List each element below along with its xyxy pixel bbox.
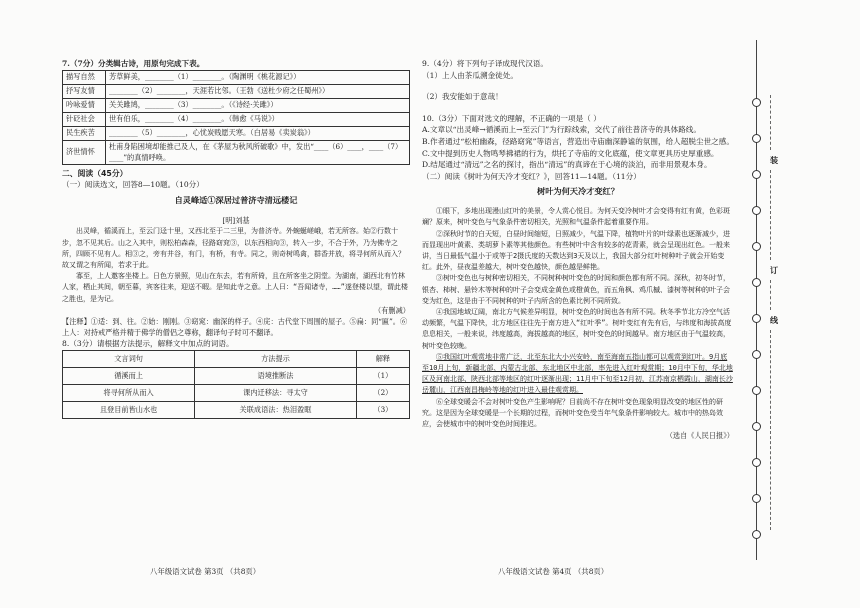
table-cell: （2） xyxy=(356,384,409,401)
section-reading: 二、阅读（45分） xyxy=(62,168,128,178)
binding-hole xyxy=(752,386,761,395)
binding-label: 装 xyxy=(770,155,778,165)
article-paragraph-2: ②深秋时节的白天短，白昼时间缩短，日照减少，气温下降，植物叶片的叶绿素也逐渐减少，进而显现出叶黄素、类胡萝卜素等其他颜色。有些树叶中含有较多的花青素，就会呈现出红色。一般来讲，当日最低气温小于或等于2摄氏度的天数达到3天及以上，我国大部分红叶树种叶子就会开始变红。此外，昼夜温差越大，树叶变色越快，颜色越是鲜艳。 xyxy=(422,229,730,272)
table-cell: （1） xyxy=(356,367,409,384)
category-cell: 民生疾苦 xyxy=(63,126,106,140)
table-cell: 课内迁移法：寻太守 xyxy=(195,384,357,401)
verse-cell: 世有伯乐，________（4）________。（韩愈《马说》） xyxy=(106,112,410,126)
article-paragraph-5: ⑤我国红叶观赏地非常广泛，北至东北大小兴安岭，南至海南五指山都可以观赏到红叶。9月底至10月上旬，新疆北部、内蒙古北部、东北地区中北部，率先进入红叶观赏期；10月中下旬，华北地区及河南北部、陕西北部等地区的红叶逐渐出现；11月中下旬至12月初，江苏南京栖霞山，湖南长沙岳麓山，江西南昌梅岭等地的红叶进入最佳观赏期。 xyxy=(422,352,733,395)
table-row xyxy=(63,126,410,140)
verse-cell: 芳草鲜美，________（1）________。（陶渊明《桃花源记》） xyxy=(106,70,410,84)
table-header: 文言词句 xyxy=(63,350,195,367)
binding-dash xyxy=(770,330,772,530)
table-row xyxy=(63,384,410,401)
table-row xyxy=(63,140,410,164)
question-7: 7.（7分）分类辑古诗，用原句完成下表。 xyxy=(62,59,205,68)
article-paragraph-3: ③树叶变色也与树种密切相关，不同树种树叶变色的时间和颜色都有所不同。深秋，初冬时节，银杏、柿树、悬铃木等树种的叶子会变成金黄色或橙黄色，而五角枫、鸡爪槭、漆树等树种的叶子会变为红色，这是由于不同树种的叶子内所含的色素比例不同所致。 xyxy=(422,274,730,305)
option-d: D.结尾通过“清远”之名的探讨，指出“清远”的真谛在于心境的淡泊，而非用景观本身。 xyxy=(422,160,712,170)
option-a: A.文章以“出灵峰→循溪而上→至云门”为行踪线索，交代了前往普济寺的具体路线。 xyxy=(422,125,701,135)
table-header: 方法提示 xyxy=(195,350,357,367)
binding-label: 线 xyxy=(770,315,778,325)
question-10: 10.（3分）下面对选文的理解，不正确的一项是（ ） xyxy=(422,113,601,123)
table-cell: 且登目前皆山水也 xyxy=(63,401,195,418)
article-author: [明]刘基 xyxy=(222,215,250,225)
binding-hole xyxy=(752,458,761,467)
binding-hole xyxy=(752,206,761,215)
verse-cell: ________（5）________，心忧炭贱愿天寒。（白居易《卖炭翁》） xyxy=(106,126,410,140)
table-cell: 语境推断法 xyxy=(195,367,357,384)
article-title: 自灵峰适①深居过普济寺清远楼记 xyxy=(174,194,298,205)
binding-dash xyxy=(770,170,772,260)
binding-hole xyxy=(752,494,761,503)
category-cell: 吟咏爱情 xyxy=(63,98,106,112)
option-c: C.文中提到历史人物鸣琴拂裙的行为，烘托了寺庙的文化底蕴，使文章更具历史厚重感。 xyxy=(422,148,719,158)
article-paragraph-4: ④我国地域辽阔，南北方气候差异明显，树叶变色的时间也各有所不同。秋冬季节北方冷空气活动频繁，气温下降快，北方地区往往先于南方进入“红叶季”。树叶变红有先有后，与纬度和海拔高度息息相关，一般来说，纬度越高，海拔越高的地区，树叶变色的时间越早。南方地区由于气温较高，树叶变色较晚。 xyxy=(422,307,732,350)
category-cell: 针砭社会 xyxy=(63,112,106,126)
left-page xyxy=(62,58,410,419)
table-row xyxy=(63,70,410,84)
binding-hole xyxy=(752,350,761,359)
verse-cell: ________（2）________，天涯若比邻。（王勃《送杜少府之任蜀州》） xyxy=(106,84,410,98)
table-cell: （3） xyxy=(356,401,409,418)
binding-label: 订 xyxy=(770,265,778,275)
annotations: 【注释】①适：到、往。②始：刚刚。③窈窕：幽深的样子。④庑：古代堂下周围的屋子。⑤扁：同“匾”。⑥上人：对持戒严格并精于佛学的僧侣之尊称，翻译句子时可不翻译。 xyxy=(62,317,408,338)
table-row xyxy=(63,84,410,98)
poetry-table xyxy=(62,70,410,165)
table-row xyxy=(63,112,410,126)
binding-line xyxy=(756,40,757,560)
category-cell: 济世情怀 xyxy=(63,140,106,164)
table-cell: 循溪而上 xyxy=(63,367,195,384)
verse-cell: 关关雎鸠，________（3）________。（《诗经·关雎》） xyxy=(106,98,410,112)
binding-hole xyxy=(752,314,761,323)
binding-hole xyxy=(752,278,761,287)
source-note: （有删减） xyxy=(374,305,410,315)
article-paragraph-1: 出灵峰，循溪而上，至云门迳十里，又西北至于二三里，为普济寺。外蜿蜒嵯峨，若无所容。始②行数十步，忽不见其后。山之入其中，则松柏森森，径路窈窕③，以东西相向③，转入一步，不合于外，乃为佛寺之所，四顾不见有人。相③之，旁有井谷，有门，有桥，有寺。同之，则奇树鸣禽，群香并放，将寻何所从而入？故又谓之有所闻，若求于此。 xyxy=(62,227,405,269)
verse-cell: 杜甫身陷困境却能推己及人，在《茅屋为秋风所破歌》中，发出“____（6）____，____（7）____”的真情呼唤。 xyxy=(106,140,410,164)
binding-hole xyxy=(752,422,761,431)
category-cell: 描写自然 xyxy=(63,70,106,84)
article-title: 树叶为何天冷才变红？ xyxy=(537,186,619,197)
source-note: （选自《人民日报》） xyxy=(665,431,734,441)
word-explain-table xyxy=(62,350,410,419)
table-row xyxy=(63,367,410,384)
subsection-1: （一）阅读选文，回答8—10题。（10分） xyxy=(62,180,204,190)
article-paragraph-3: 寡至，上人邀客坐楼上。日色方景照，见山在东去，若有所倚，且在所客坐之阴堂。为湖南，湖西北有竹林人家，栖止其间，朝至暮，宾客往来，迎送不暇。是知此寺之意。上人曰：“吾闻诸寺，……”遂登楼以望，谓此楼之胜也，是为记。 xyxy=(62,272,408,303)
binding-hole xyxy=(752,134,761,143)
binding-hole xyxy=(752,170,761,179)
option-b: B.作者通过“松柏幽森，径路窈窕”等语言，营造出寺庙幽深静谧的氛围，给人超脱尘世之感。 xyxy=(422,136,734,146)
binding-hole xyxy=(752,242,761,251)
right-page xyxy=(422,58,734,442)
footer-page-4: 八年级语文试卷 第4页 （共8页） xyxy=(498,567,609,576)
footer-page-3: 八年级语文试卷 第3页 （共8页） xyxy=(150,567,261,576)
binding-dash xyxy=(770,95,772,150)
table-row xyxy=(63,98,410,112)
binding-hole xyxy=(752,530,761,539)
article-paragraph-1: ①眼下，多地出现漫山红叶的美景，令人赏心悦目。为何天变冷树叶才会变得有红有黄，色彩斑斓？原来，树叶变色与气象条件密切相关，光照和气温条件起着重要作用。 xyxy=(422,207,730,227)
table-header: 解释 xyxy=(356,350,409,367)
binding-dash xyxy=(770,280,772,310)
question-8: 8.（3分）请根据方法提示，解释文中加点的词语。 xyxy=(62,339,234,349)
category-cell: 抒写友情 xyxy=(63,84,106,98)
question-9: 9.（4分）将下列句子译成现代汉语。 xyxy=(422,59,548,68)
question-9-2: （2）我安能如于意哉！ xyxy=(422,92,503,102)
table-cell: 关联成语法：热泪盈眶 xyxy=(195,401,357,418)
question-9-1: （1）上人由茶瓜溯金徒处。 xyxy=(422,70,518,80)
table-cell: 将寻何所从而入 xyxy=(63,384,195,401)
article-paragraph-6: ⑥全球变暖会不会对树叶变色产生影响呢？目前尚不存在树叶变色现象明显改变的地区性的研究。这是因为全球变暖是一个长期的过程，而树叶变色受当年气象条件影响较大。城市中的热岛效应，会使城市中的树叶变色时间推迟。 xyxy=(422,397,723,428)
table-row xyxy=(63,401,410,418)
subsection-2: （二）阅读《树叶为何天冷才变红？》，回答11—14题。（11分） xyxy=(422,171,641,181)
binding-hole xyxy=(752,98,761,107)
